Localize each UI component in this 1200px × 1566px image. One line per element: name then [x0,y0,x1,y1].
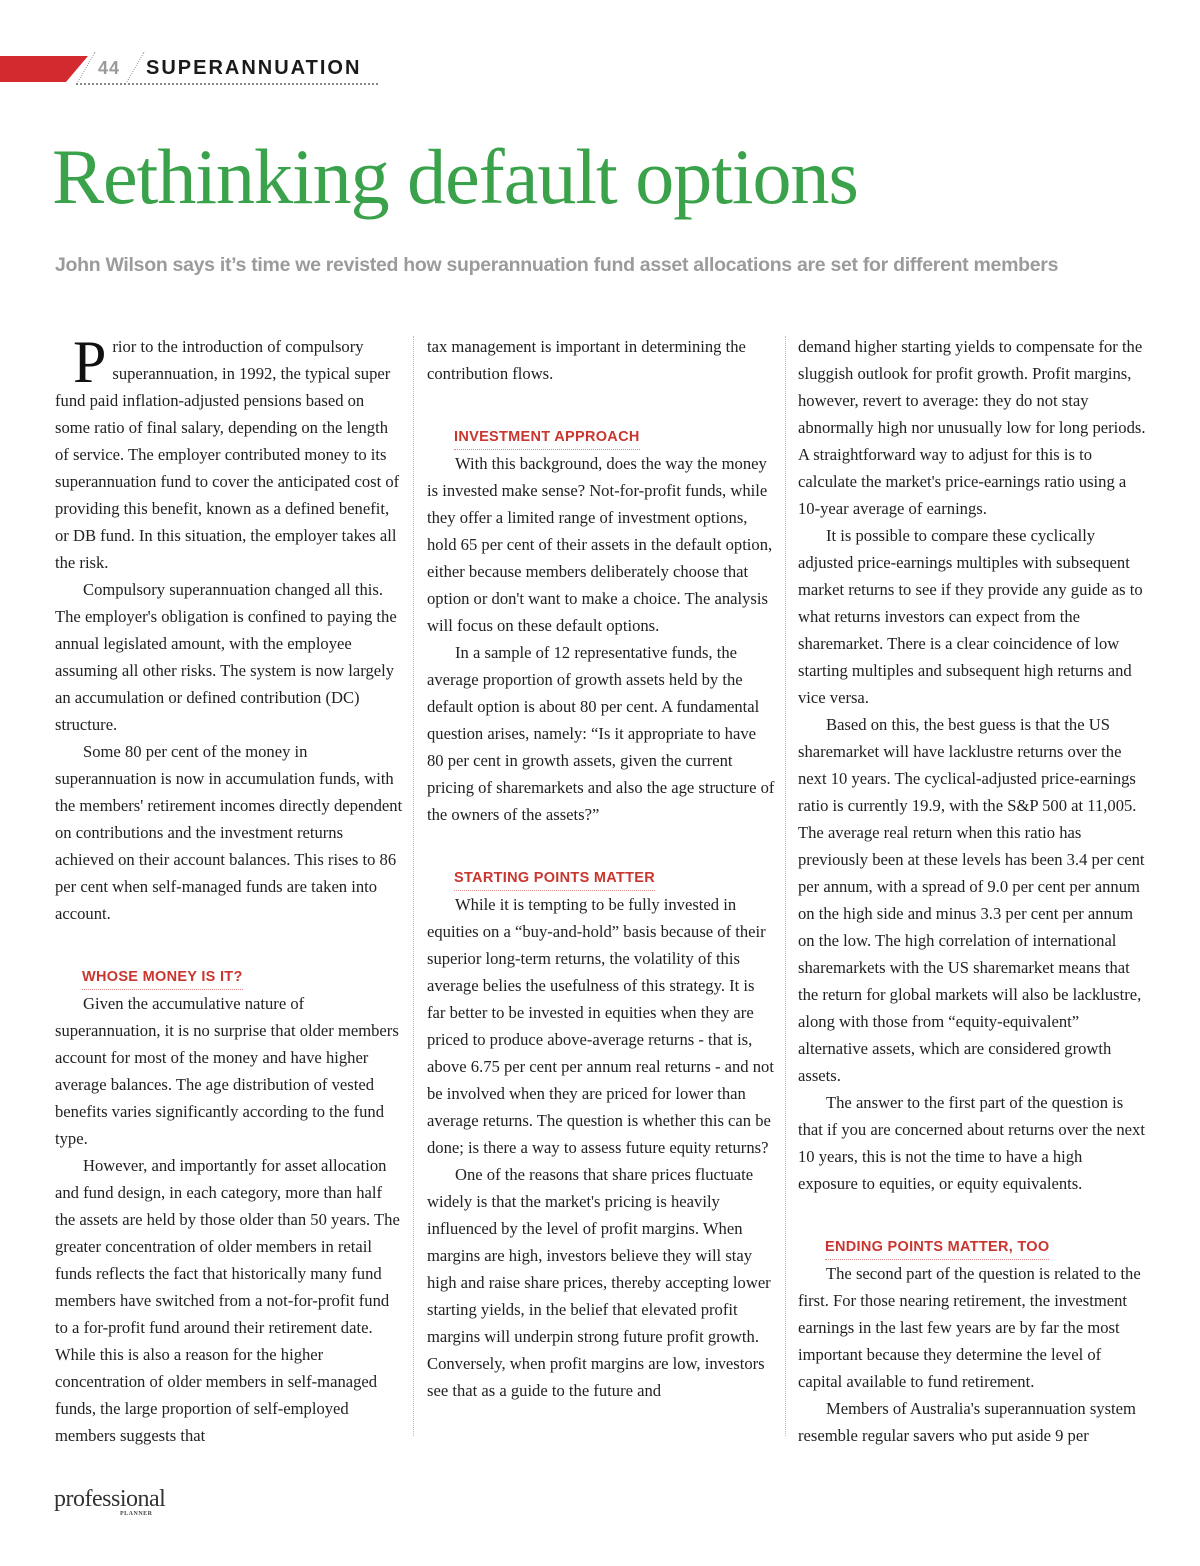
column-rule [785,336,786,1436]
paragraph: With this background, does the way the money is invested make sense? Not-for-profit funds, while they offer a limited range of investment options, hold 65 per cent of their assets in the default option, either because members deliberately choose that option or don't want to make a choice. The analysis will focus on these default options. [427,454,773,635]
publication-logo: professional [54,1486,166,1512]
column-rule [413,336,414,1436]
paragraph: Given the accumulative nature of superannuation, it is no surprise that older members account for most of the money and have higher average balances. The age distribution of vested benefits varies significantly according to the fund type. [55,994,399,1148]
column-1 [55,329,403,1449]
section-label: SUPERANNUATION [146,57,362,79]
paragraph: While it is tempting to be fully invested in equities on a “buy-and-hold” basis because of their superior long-term returns, the volatility of this average belies the usefulness of this strategy. It is far better to be invested in equities when they are priced to produce above-average returns - that is, above 6.75 per cent per annum real returns - and not be involved when they are priced for lower than average returns. The question is whether this can be done; is there a way to assess future equity returns? [427,895,774,1157]
column-3 [798,333,1146,1449]
section-heading: ENDING POINTS MATTER, TOO [825,1235,1049,1260]
paragraph-text: rior to the introduction of compulsory superannuation, in 1992, the typical super fund paid inflation-adjusted pensions based on some ratio of final salary, depending on the length of service. The employer contributed money to its superannuation fund to cover the anticipated cost of providing this benefit, known as a defined benefit, or DB fund. In this situation, the employer takes all the risk. [55,337,400,572]
paragraph: Members of Australia's superannuation system resemble regular savers who put aside 9 per [798,1399,1136,1445]
paragraph: Compulsory superannuation changed all this. The employer's obligation is confined to paying the annual legislated amount, with the employee assuming all other risks. The system is now largely an accumulation or defined contribution (DC) structure. [55,580,397,734]
paragraph [55,329,403,576]
paragraph: Based on this, the best guess is that the US sharemarket will have lacklustre returns over the next 10 years. The cyclical-adjusted price-earnings ratio is currently 19.9, with the S&P 500 at 11,005. The average real return when this ratio has previously been at these levels has been 3.4 per cent per annum, with a spread of 9.0 per cent per annum on the high side and minus 3.3 per cent per annum on the low. The high correlation of international sharemarkets with the US sharemarket means that the return for global markets will also be lacklustre, along with those from “equity-equivalent” alternative assets, which are considered growth assets. [798,715,1145,1085]
section-heading: WHOSE MONEY IS IT? [82,965,243,990]
paragraph: One of the reasons that share prices fluctuate widely is that the market's pricing is heavily influenced by the level of profit margins. When margins are high, investors believe they will stay high and raise share prices, thereby accepting lower starting yields, in the belief that elevated profit margins will underpin strong future profit growth. Conversely, when profit margins are low, investors see that as a guide to the future and [427,1165,771,1400]
paragraph: Some 80 per cent of the money in superannuation is now in accumulation funds, with the members' retirement incomes directly dependent on contributions and the investment returns achieved on their account balances. This rises to 86 per cent when self-managed funds are taken into account. [55,742,403,923]
article-subtitle: John Wilson says it’s time we revisted how superannuation fund asset allocations are set for different members [55,254,1059,276]
page-number: 44 [98,58,121,78]
paragraph: However, and importantly for asset allocation and fund design, in each category, more than half the assets are held by those older than 50 years. The greater concentration of older members in retail funds reflects the fact that historically many fund members have switched from a not-for-profit fund to a for-profit fund around their retirement date. While this is also a reason for the higher concentration of older members in self-managed funds, the large proportion of self-employed members suggests that [55,1156,400,1445]
section-heading: INVESTMENT APPROACH [454,425,640,450]
paragraph: tax management is important in determining the contribution flows. [427,337,746,383]
header-dotted-rule [76,83,378,85]
drop-cap: P [73,329,107,395]
paragraph: It is possible to compare these cyclically adjusted price-earnings multiples with subsequent market returns to see if they provide any guide as to what returns investors can expect from the sharemarket. There is a clear coincidence of low starting multiples and subsequent high returns and vice versa. [798,526,1143,707]
column-2 [427,333,775,1404]
paragraph: The answer to the first part of the question is that if you are concerned about returns over the next 10 years, this is not the time to have a high exposure to equities, or equity equivalents. [798,1093,1145,1193]
paragraph: In a sample of 12 representative funds, the average proportion of growth assets held by the default option is about 80 per cent. A fundamental question arises, namely: “Is it appropriate to have 80 per cent in growth assets, given the current pricing of sharemarkets and also the age structure of the owners of the assets?” [427,643,775,824]
paragraph: demand higher starting yields to compensate for the sluggish outlook for profit growth. Profit margins, however, revert to average: they do not stay abnormally high nor unusually low for long periods. A straightforward way to adjust for this is to calculate the market's price-earnings ratio using a 10-year average of earnings. [798,337,1146,518]
header-accent-bar [0,56,88,82]
header-divider [126,52,145,82]
article-title: Rethinking default options [52,133,858,220]
section-heading: STARTING POINTS MATTER [454,866,655,891]
publication-logo-subtitle: PLANNER [120,1511,153,1517]
paragraph: The second part of the question is related to the first. For those nearing retirement, the investment earnings in the last few years are by far the most important because they determine the level of capital available to fund retirement. [798,1264,1141,1391]
